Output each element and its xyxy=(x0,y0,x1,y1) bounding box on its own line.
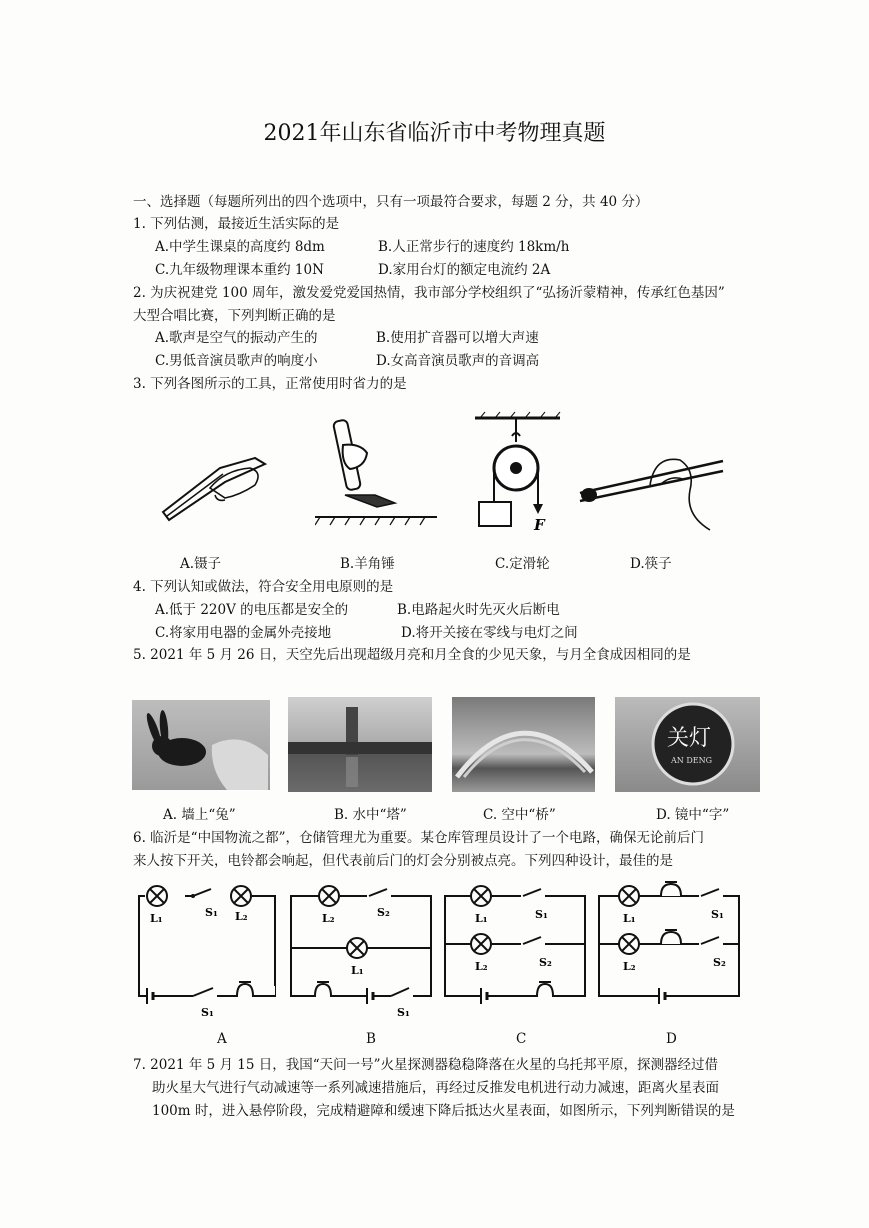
q4-option-d: D.将开关接在零线与电灯之间 xyxy=(401,625,578,641)
chopsticks-figure xyxy=(575,445,725,535)
q6-label-a: A xyxy=(217,1031,227,1047)
q2-option-a: A.歌声是空气的振动产生的 xyxy=(155,330,318,346)
rabbit-shadow-photo xyxy=(132,700,270,790)
q2-option-b: B.使用扩音器可以增大声速 xyxy=(376,330,539,346)
circuit-b xyxy=(287,880,437,1020)
label-s1: S₁ xyxy=(397,1006,410,1019)
force-label: F xyxy=(534,516,545,534)
q4-option-b: B.电路起火时先灭火后断电 xyxy=(397,602,560,618)
q1-option-c: C.九年级物理课本重约 10N xyxy=(155,262,324,278)
circuit-c xyxy=(441,880,591,1020)
tweezers-figure xyxy=(155,440,270,525)
page-title: 2021年山东省临沂市中考物理真题 xyxy=(263,121,606,146)
q5-label-d: D. 镜中“字” xyxy=(656,807,730,823)
q1-option-a: A.中学生课桌的高度约 8dm xyxy=(155,239,325,255)
section-heading: 一、选择题（每题所列出的四个选项中，只有一项最符合要求，每题 2 分，共 40 分） xyxy=(133,194,649,210)
fixed-pulley-figure xyxy=(470,410,565,535)
q1-option-d: D.家用台灯的额定电流约 2A xyxy=(378,262,551,278)
q3-label-c: C.定滑轮 xyxy=(495,556,550,572)
q7-stem-line2: 助火星大气进行气动减速等一系列减速措施后，再经过反推发电机进行动力减速，距离火星表面 xyxy=(152,1080,719,1096)
q6-label-d: D xyxy=(666,1031,677,1047)
q3-stem: 3. 下列各图所示的工具，正常使用时省力的是 xyxy=(133,376,407,392)
label-l2: L₂ xyxy=(623,960,636,973)
q2-option-d: D.女高音演员歌声的音调高 xyxy=(376,353,540,369)
q3-label-b: B.羊角锤 xyxy=(340,556,395,572)
label-s1: S₁ xyxy=(711,908,724,921)
label-l1: L₁ xyxy=(150,912,163,925)
q1-stem: 1. 下列估测，最接近生活实际的是 xyxy=(133,216,340,232)
label-l2: L₂ xyxy=(475,960,488,973)
label-l1: L₁ xyxy=(351,964,364,977)
q5-label-a: A. 墙上“兔” xyxy=(163,807,236,823)
label-s2: S₂ xyxy=(377,906,390,919)
label-s1: S₁ xyxy=(535,908,548,921)
label-s1-bottom: S₁ xyxy=(201,1006,214,1019)
q5-label-c: C. 空中“桥” xyxy=(483,807,556,823)
q5-label-b: B. 水中“塔” xyxy=(334,807,407,823)
sign-subtext: AN DENG xyxy=(671,756,712,765)
rainbow-bridge-photo xyxy=(452,697,595,792)
tower-reflection-photo xyxy=(288,697,432,792)
q2-option-c: C.男低音演员歌声的响度小 xyxy=(155,353,318,369)
label-l1: L₁ xyxy=(475,912,488,925)
q2-stem-line2: 大型合唱比赛，下列判断正确的是 xyxy=(133,308,336,324)
label-l2: L₂ xyxy=(322,912,335,925)
q6-stem-line2: 来人按下开关，电铃都会响起，但代表前后门的灯会分别被点亮。下列四种设计，最佳的是 xyxy=(133,853,673,869)
label-l1: L₁ xyxy=(623,912,636,925)
label-l2: L₂ xyxy=(235,910,248,923)
label-s2: S₂ xyxy=(539,956,552,969)
q6-label-b: B xyxy=(366,1031,376,1047)
q6-label-c: C xyxy=(516,1031,527,1047)
circuit-d xyxy=(595,880,745,1020)
label-s1: S₁ xyxy=(205,906,218,919)
q3-label-a: A.镊子 xyxy=(180,556,222,572)
sign-text: 关灯 xyxy=(667,726,712,751)
q2-stem-line1: 2. 为庆祝建党 100 周年，激发爱党爱国热情，我市部分学校组织了“弘扬沂蒙精神，传承红色基因” xyxy=(133,285,725,301)
label-s2: S₂ xyxy=(713,956,726,969)
claw-hammer-figure xyxy=(315,415,440,530)
q4-stem: 4. 下列认知或做法，符合安全用电原则的是 xyxy=(133,579,394,595)
q6-stem-line1: 6. 临沂是“中国物流之都”，仓储管理尤为重要。某仓库管理员设计了一个电路，确保无论前后门 xyxy=(133,830,704,846)
q4-option-a: A.低于 220V 的电压都是安全的 xyxy=(155,602,349,618)
q5-stem: 5. 2021 年 5 月 26 日，天空先后出现超级月亮和月全食的少见天象，与月全食成因相同的是 xyxy=(133,647,691,663)
q3-label-d: D.筷子 xyxy=(630,556,672,572)
q7-stem-line1: 7. 2021 年 5 月 15 日，我国“天问一号”火星探测器稳稳降落在火星的乌托邦平原，探测器经过借 xyxy=(133,1057,719,1073)
q7-stem-line3: 100m 时，进入悬停阶段，完成精避障和缓速下降后抵达火星表面，如图所示，下列判断错误的是 xyxy=(152,1103,735,1119)
q4-option-c: C.将家用电器的金属外壳接地 xyxy=(155,625,332,641)
q1-option-b: B.人正常步行的速度约 18km/h xyxy=(378,239,570,255)
circuit-a xyxy=(133,880,281,1020)
magnified-sign-photo xyxy=(615,697,760,792)
